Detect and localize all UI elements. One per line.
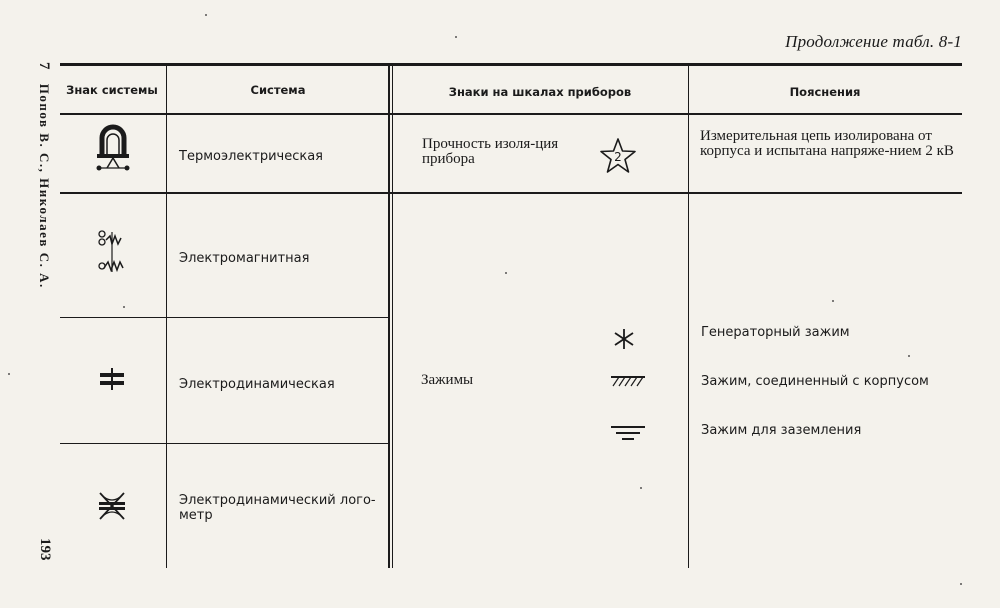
ground-terminal-icon [609, 424, 647, 444]
spine-margin [35, 62, 52, 289]
electrodynamic-logometer-symbol-icon [96, 491, 128, 521]
spine-number: 7 [36, 62, 52, 71]
scan-speck [455, 36, 457, 38]
generator-terminal-icon [612, 327, 636, 351]
star-value: 2 [614, 150, 622, 164]
star-2-icon [598, 137, 638, 175]
scan-speck [908, 355, 910, 357]
table-row-divider [60, 192, 962, 194]
note-text: Зажим, соединенный с корпусом [701, 374, 929, 389]
column-header-sign: Знак системы [66, 83, 158, 97]
electrodynamic-symbol-icon [97, 367, 127, 391]
electromagnetic-symbol-icon [96, 228, 128, 278]
note-text: Генераторный зажим [701, 325, 850, 340]
scan-speck [505, 272, 507, 274]
table-header-rule [60, 113, 962, 115]
column-header-system: Система [250, 83, 306, 97]
system-name: Термоэлектрическая [179, 149, 323, 164]
scale-mark-label: Прочность изоля-ция прибора [422, 136, 559, 167]
scale-mark-label: Зажимы [421, 372, 474, 388]
scan-speck [832, 300, 834, 302]
chassis-terminal-icon [609, 374, 647, 388]
spine-author: Попов В. С., Николаев С. А. [37, 83, 52, 289]
page-number: 193 [37, 538, 53, 561]
column-divider-double [388, 63, 390, 568]
column-header-notes: Пояснения [789, 85, 861, 99]
system-name: Электромагнитная [179, 251, 310, 266]
column-header-scale-marks: Знаки на шкалах приборов [448, 85, 632, 99]
column-divider [688, 63, 689, 568]
table-row-divider [60, 317, 390, 318]
scan-speck [205, 14, 207, 16]
column-divider [166, 63, 167, 568]
scan-speck [123, 306, 125, 308]
scan-speck [960, 583, 962, 585]
scan-speck [8, 373, 10, 375]
continued-caption: Продолжение табл. 8-1 [785, 32, 962, 51]
column-divider-double [392, 63, 393, 568]
system-name: Электродинамический лого-метр [179, 493, 376, 523]
table-top-rule [60, 63, 962, 66]
note-text: Зажим для заземления [701, 423, 862, 438]
note-text: Измерительная цепь изолирована от корпуса и испытана напряже-нием 2 кВ [700, 128, 954, 159]
thermoelectric-symbol-icon [93, 124, 133, 180]
system-name: Электродинамическая [179, 377, 335, 392]
table-row-divider [60, 443, 390, 444]
scan-speck [640, 487, 642, 489]
